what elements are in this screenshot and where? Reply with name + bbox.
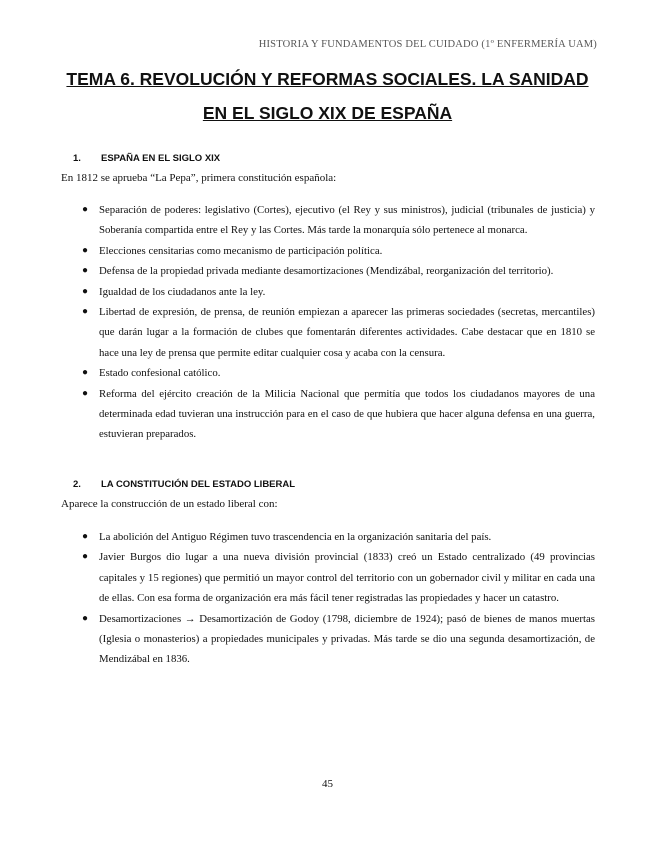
section-heading-text: LA CONSTITUCIÓN DEL ESTADO LIBERAL: [101, 479, 296, 490]
list-item: ● Estado confesional católico.: [61, 363, 595, 383]
bullet-list-2: [61, 527, 595, 670]
bullet-icon: ●: [82, 306, 89, 318]
section-number: 2.: [73, 479, 81, 490]
bullet-icon: ●: [82, 531, 89, 542]
bullet-icon: ●: [82, 285, 89, 297]
bullet-icon: ●: [82, 244, 89, 256]
bullet-icon: ●: [82, 551, 89, 563]
list-item: ● Separación de poderes: legislativo (Cortes), ejecutivo (el Rey y sus ministros), judicial (tribunales de justicia) y Soberanía compartida entre el Rey y las Cortes. Más tarde la monarquía sólo pertenece al monarca.: [61, 200, 595, 241]
page-title: [40, 62, 615, 130]
bullet-icon: ●: [82, 387, 89, 399]
bullet-icon: ●: [82, 204, 89, 215]
list-item: ● Desamortizaciones → Desamortización de Godoy (1798, diciembre de 1924); pasó de bienes de manos muertas (Iglesia o monasterios) a propiedades municipales y privadas. Más tarde se dio una segunda desamortización, de Mendizábal en 1836.: [61, 609, 595, 670]
section-heading-1: [73, 153, 220, 164]
list-item: ● Elecciones censitarias como mecanismo de participación política.: [61, 241, 595, 261]
section-intro-1: En 1812 se aprueba “La Pepa”, primera constitución española:: [61, 172, 337, 184]
list-item: ● La abolición del Antiguo Régimen tuvo trascendencia en la organización sanitaria del país.: [61, 527, 595, 547]
running-header: HISTORIA Y FUNDAMENTOS DEL CUIDADO (1º ENFERMERÍA UAM): [258, 39, 597, 50]
list-item: ● Reforma del ejército creación de la Milicia Nacional que permitía que todos los ciudadanos mayores de una determinada edad tuvieran una instrucción para en el caso de que hubiera que hacer alguna defensa en una guerra, estuvieran preparados.: [61, 384, 595, 445]
title-line-2: EN EL SIGLO XIX DE ESPAÑA: [202, 103, 453, 123]
list-item: ● Defensa de la propiedad privada mediante desamortizaciones (Mendizábal, reorganización del territorio).: [61, 261, 595, 281]
bullet-icon: ●: [82, 265, 89, 277]
list-item: ● Igualdad de los ciudadanos ante la ley.: [61, 282, 595, 302]
list-item: ● Javier Burgos dio lugar a una nueva división provincial (1833) creó un Estado centralizado (49 provincias capitales y 15 regiones) que permitió un mayor control del territorio con un gobernador civil y militar en cada una de ellas. Con esa forma de organización era más fácil tener registradas las propiedades y hacer un catastro.: [61, 547, 595, 608]
section-heading-2: [73, 479, 295, 490]
bullet-icon: ●: [82, 612, 89, 624]
bullet-list-1: [61, 200, 595, 445]
page-number: 45: [322, 778, 333, 790]
section-intro-2: Aparece la construcción de un estado liberal con:: [61, 498, 278, 510]
section-number: 1.: [73, 153, 81, 164]
bullet-icon: ●: [82, 367, 89, 379]
list-item: ● Libertad de expresión, de prensa, de reunión empiezan a aparecer las primeras sociedades (secretas, mercantiles) que darán lugar a la formación de clubes que fomentarán diferentes actividades. Cabe destacar que en 1810 se hace una ley de prensa que permite editar cualquier cosa y acaba con la censura.: [61, 302, 595, 363]
section-heading-text: ESPAÑA EN EL SIGLO XIX: [101, 153, 221, 164]
title-line-1: TEMA 6. REVOLUCIÓN Y REFORMAS SOCIALES. LA SANIDAD: [66, 69, 589, 89]
